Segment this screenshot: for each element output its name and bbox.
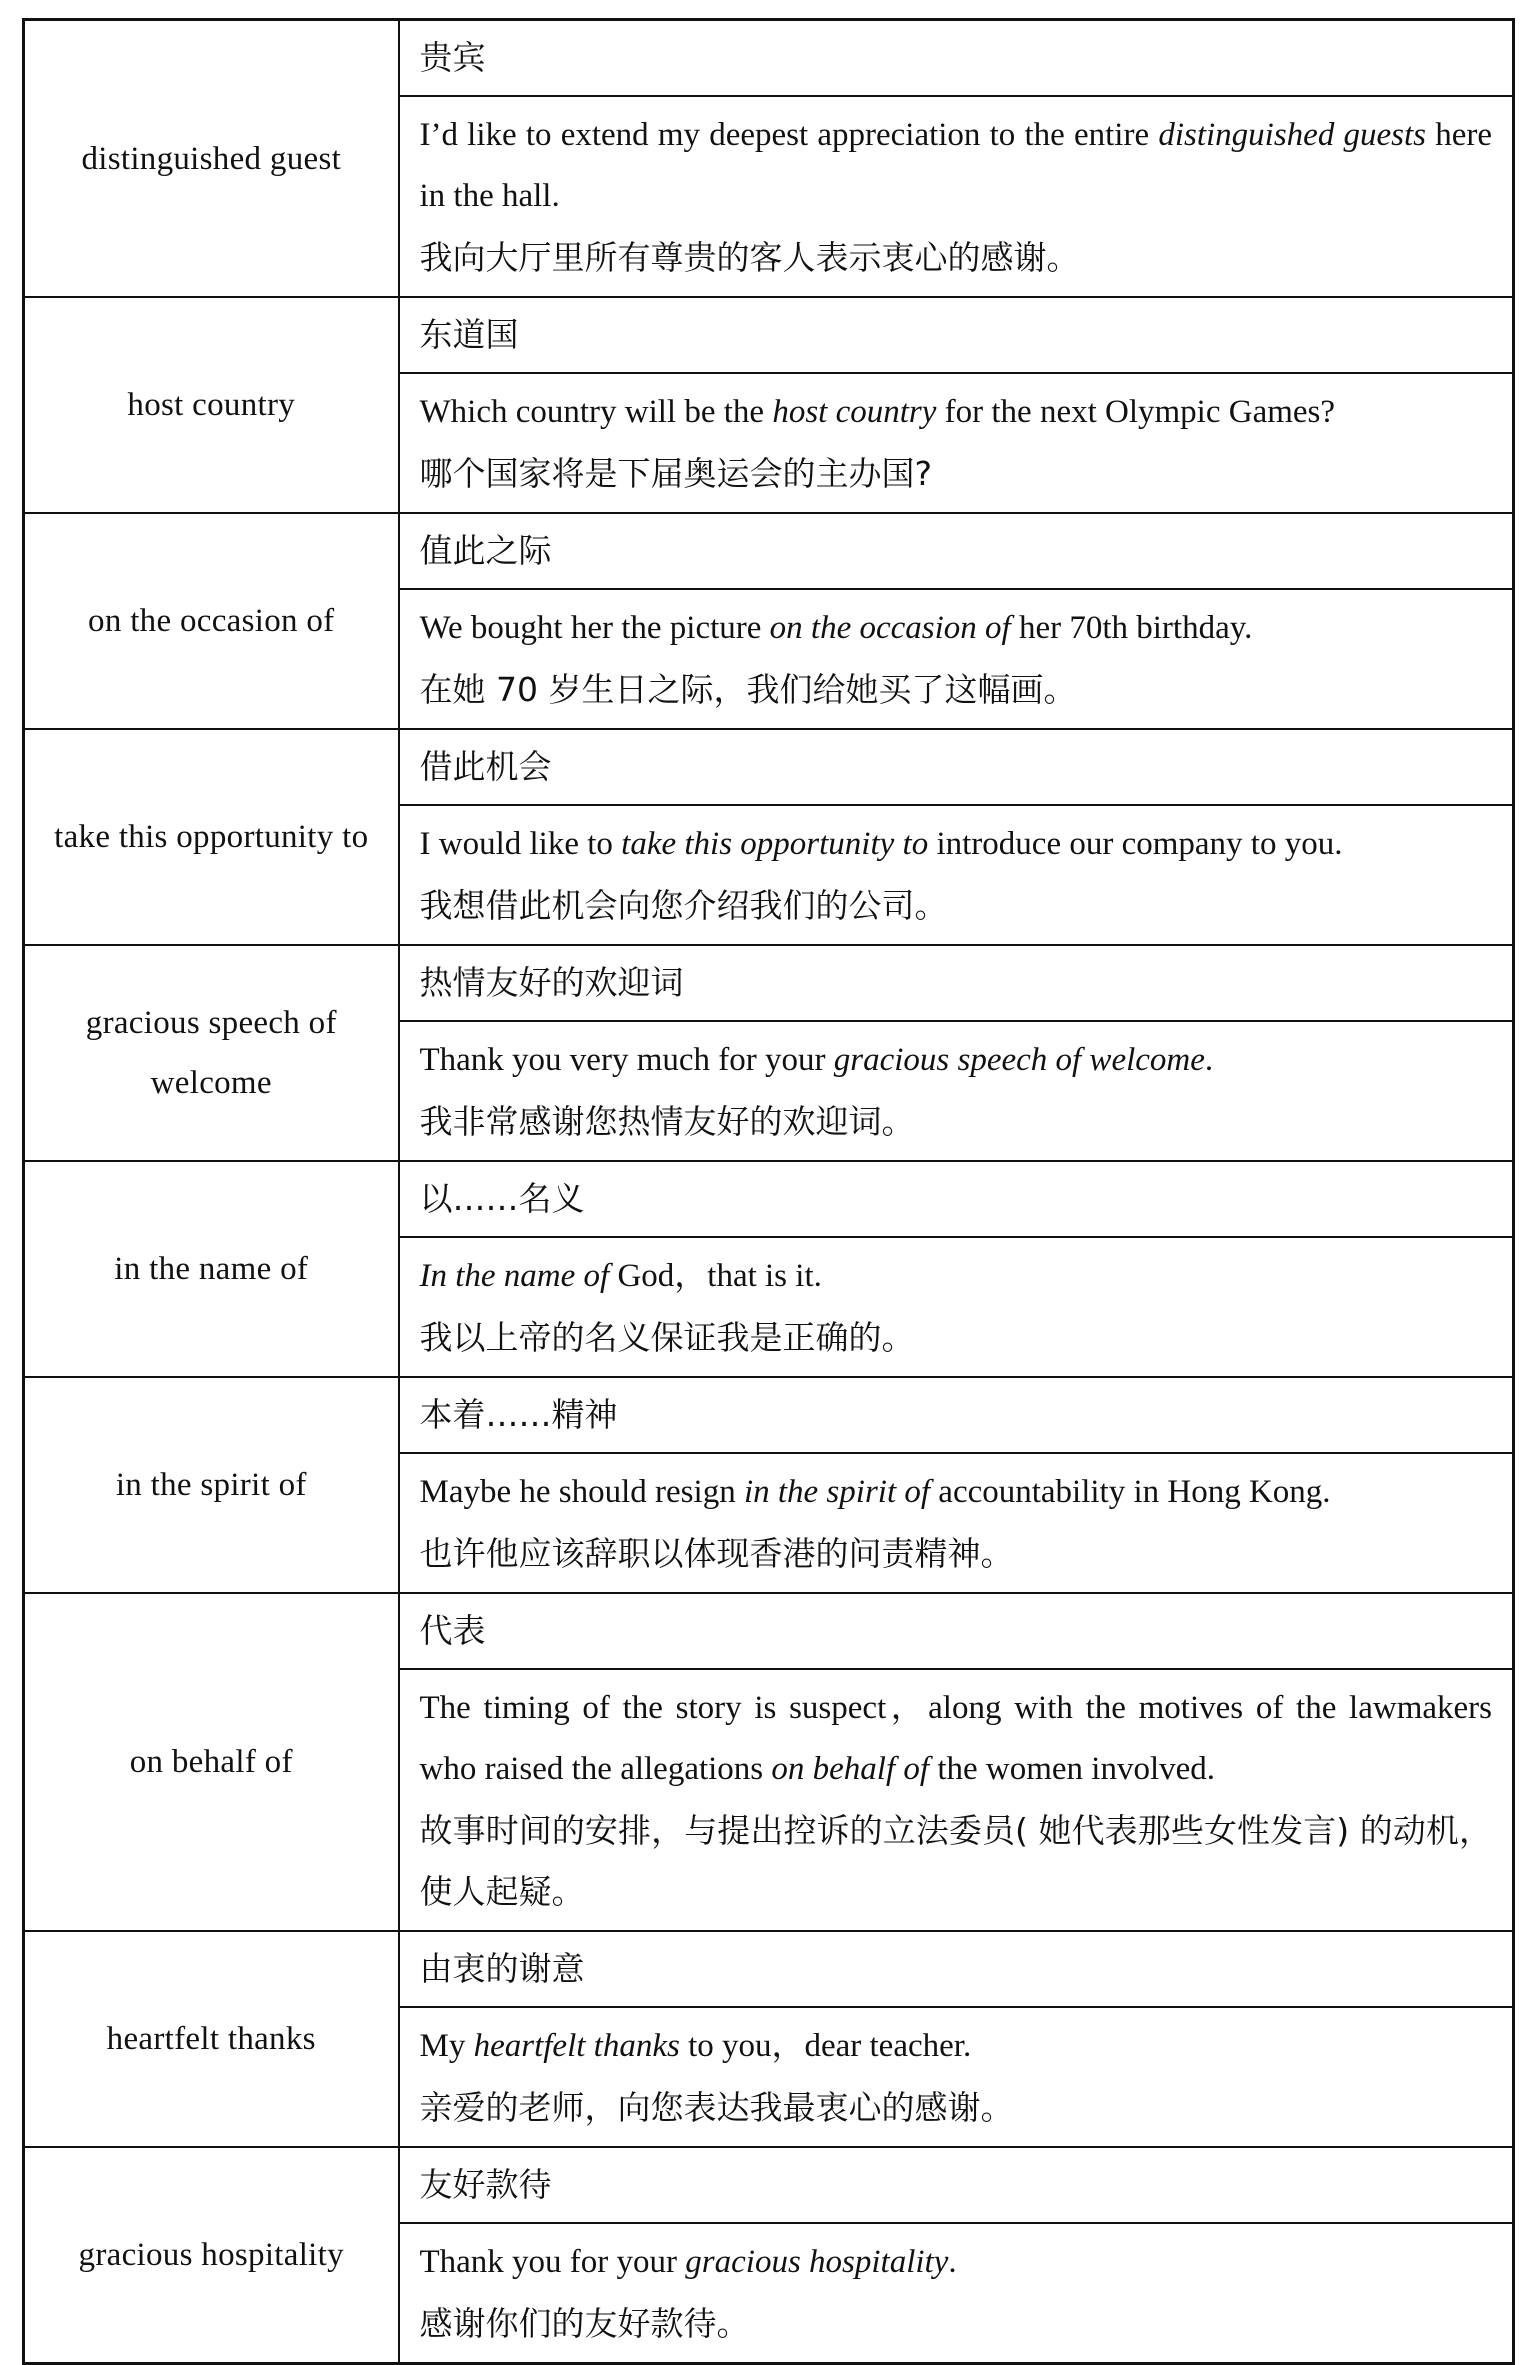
meaning-cell: 以……名义 <box>399 1161 1514 1237</box>
highlighted-phrase: in the spirit of <box>743 1474 931 1510</box>
table-row <box>24 1931 1514 2007</box>
table-row <box>24 513 1514 589</box>
table-row <box>24 297 1514 373</box>
meaning-cell: 代表 <box>399 1593 1514 1669</box>
example-chinese: 我以上帝的名义保证我是正确的。 <box>419 1318 915 1357</box>
example-english: The timing of the story is suspect，along with the motives of the lawmakers who raised the allegations on behalf of the women involved. <box>419 1690 1492 1787</box>
table-row <box>24 945 1514 1021</box>
example-chinese: 故事时间的安排，与提出控诉的立法委员( 她代表那些女性发言) 的动机，使人起疑。 <box>419 1811 1492 1911</box>
example-chinese: 哪个国家将是下届奥运会的主办国? <box>419 454 933 493</box>
highlighted-phrase: on the occasion of <box>769 610 1011 646</box>
example-chinese: 在她 70 岁生日之际，我们给她买了这幅画。 <box>419 670 1077 709</box>
example-english: I would like to take this opportunity to introduce our company to you. <box>419 826 1343 862</box>
example-cell <box>399 1669 1514 1931</box>
highlighted-phrase: take this opportunity to <box>621 826 929 862</box>
example-cell <box>399 2223 1514 2364</box>
meaning-cell: 借此机会 <box>399 729 1514 805</box>
table-row <box>24 2147 1514 2223</box>
term-cell: distinguished guest <box>24 20 399 298</box>
vocabulary-page <box>22 18 1512 2365</box>
table-row <box>24 729 1514 805</box>
example-cell <box>399 1237 1514 1377</box>
example-english: Thank you very much for your gracious speech of welcome. <box>419 1042 1214 1078</box>
example-chinese: 我非常感谢您热情友好的欢迎词。 <box>419 1102 915 1141</box>
example-cell <box>399 805 1514 945</box>
highlighted-phrase: gracious speech of welcome <box>833 1042 1205 1078</box>
example-cell <box>399 96 1514 297</box>
example-english: In the name of God，that is it. <box>419 1258 822 1294</box>
term-cell: gracious hospitality <box>24 2147 399 2364</box>
example-chinese: 感谢你们的友好款待。 <box>419 2304 750 2343</box>
term-cell: take this opportunity to <box>24 729 399 945</box>
meaning-cell: 友好款待 <box>399 2147 1514 2223</box>
table-row <box>24 1161 1514 1237</box>
example-cell <box>399 589 1514 729</box>
example-chinese: 也许他应该辞职以体现香港的问责精神。 <box>419 1534 1014 1573</box>
highlighted-phrase: In the name of <box>419 1258 610 1294</box>
meaning-cell: 东道国 <box>399 297 1514 373</box>
meaning-cell: 由衷的谢意 <box>399 1931 1514 2007</box>
vocabulary-table <box>22 18 1515 2365</box>
example-chinese: 我向大厅里所有尊贵的客人表示衷心的感谢。 <box>419 238 1080 277</box>
example-english: Thank you for your gracious hospitality. <box>419 2244 957 2280</box>
example-chinese: 我想借此机会向您介绍我们的公司。 <box>419 886 948 925</box>
example-cell <box>399 373 1514 513</box>
highlighted-phrase: host country <box>772 394 937 430</box>
highlighted-phrase: on behalf of <box>771 1751 930 1787</box>
example-english: Which country will be the host country for the next Olympic Games? <box>419 394 1336 430</box>
meaning-cell: 贵宾 <box>399 20 1514 97</box>
term-cell: in the name of <box>24 1161 399 1377</box>
term-cell: host country <box>24 297 399 513</box>
example-cell <box>399 1453 1514 1593</box>
highlighted-phrase: gracious hospitality <box>685 2244 949 2280</box>
meaning-cell: 值此之际 <box>399 513 1514 589</box>
table-row <box>24 1593 1514 1669</box>
example-cell <box>399 1021 1514 1161</box>
meaning-cell: 本着……精神 <box>399 1377 1514 1453</box>
example-english: I’d like to extend my deepest appreciation to the entire distinguished guests here in the hall. <box>419 117 1492 214</box>
term-cell: gracious speech of welcome <box>24 945 399 1161</box>
term-cell: on the occasion of <box>24 513 399 729</box>
highlighted-phrase: distinguished guests <box>1158 117 1427 153</box>
example-english: Maybe he should resign in the spirit of accountability in Hong Kong. <box>419 1474 1331 1510</box>
term-cell: in the spirit of <box>24 1377 399 1593</box>
table-row <box>24 1377 1514 1453</box>
meaning-cell: 热情友好的欢迎词 <box>399 945 1514 1021</box>
example-chinese: 亲爱的老师，向您表达我最衷心的感谢。 <box>419 2088 1014 2127</box>
highlighted-phrase: heartfelt thanks <box>473 2028 680 2064</box>
example-english: We bought her the picture on the occasion of her 70th birthday. <box>419 610 1253 646</box>
table-row <box>24 20 1514 97</box>
term-cell: heartfelt thanks <box>24 1931 399 2147</box>
example-english: My heartfelt thanks to you，dear teacher. <box>419 2028 972 2064</box>
term-cell: on behalf of <box>24 1593 399 1931</box>
example-cell <box>399 2007 1514 2147</box>
